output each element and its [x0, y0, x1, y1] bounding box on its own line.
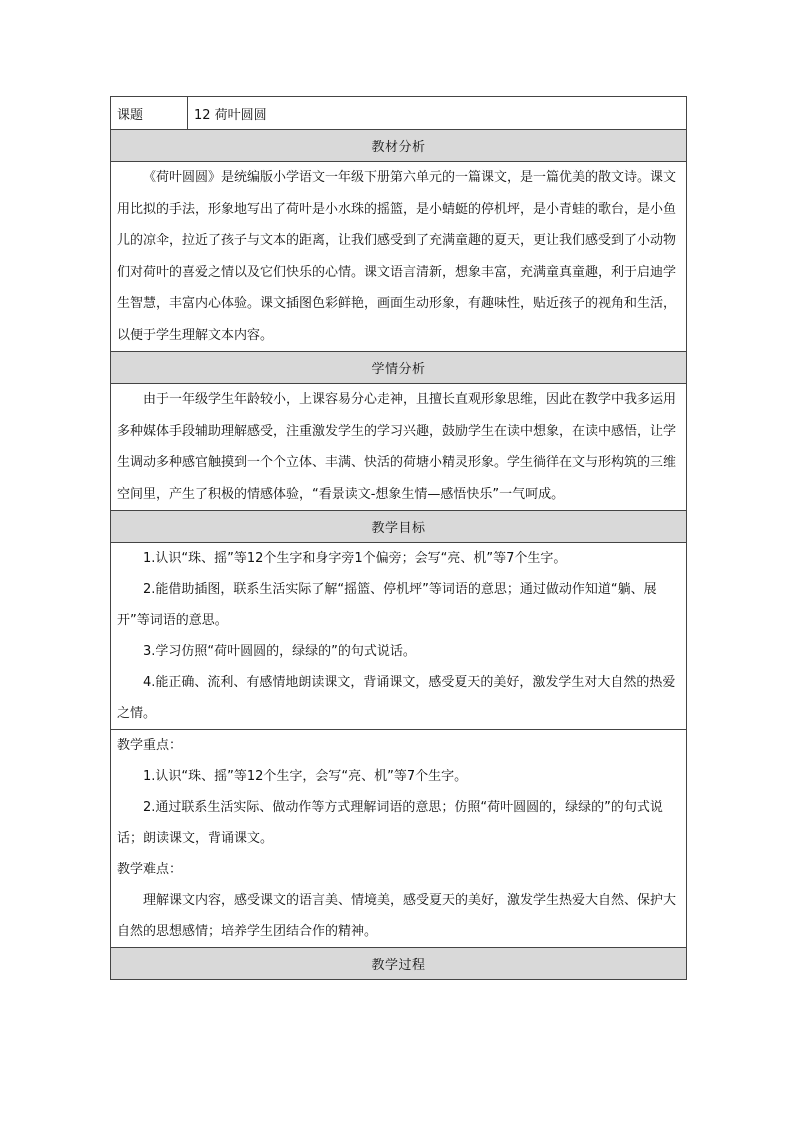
- student-analysis-row: [111, 384, 687, 511]
- student-analysis-header-row: [111, 352, 687, 384]
- student-analysis-body: 由于一年级学生年龄较小，上课容易分心走神，且擅长直观形象思维，因此在教学中我多运用多种媒体手段辅助理解感受，注重激发学生的学习兴趣，鼓励学生在读中想象，在读中感悟，让学生调动多种感官触摸到一个个立体、丰满、快活的荷塘小精灵形象。学生徜徉在文与形构筑的三维空间里，产生了积极的情感体验，“看景读文-想象生情—感悟快乐”一气呵成。: [111, 384, 687, 511]
- objectives-header-row: [111, 511, 687, 543]
- objective-item: 2.能借助插图，联系生活实际了解“摇篮、停机坪”等词语的意思；通过做动作知道“躺、展开”等词语的意思。: [117, 582, 657, 628]
- lesson-label: 课题: [111, 97, 188, 130]
- lesson-plan-table: [110, 96, 687, 980]
- textbook-analysis-body: 《荷叶圆圆》是统编版小学语文一年级下册第六单元的一篇课文，是一篇优美的散文诗。课文用比拟的手法，形象地写出了荷叶是小水珠的摇篮，是小蜻蜓的停机坪，是小青蛙的歌台，是小鱼儿的凉伞，拉近了孩子与文本的距离，让我们感受到了充满童趣的夏天，更让我们感受到了小动物们对荷叶的喜爱之情以及它们快乐的心情。课文语言清新，想象丰富，充满童真童趣，利于启迪学生智慧，丰富内心体验。课文插图色彩鲜艳，画面生动形象，有趣味性，贴近孩子的视角和生活，以便于学生理解文本内容。: [111, 162, 687, 352]
- student-analysis-heading: 学情分析: [111, 352, 687, 384]
- objectives-list: [111, 543, 687, 730]
- key-points-label: 教学重点：: [117, 738, 183, 753]
- textbook-analysis-heading: 教材分析: [111, 130, 687, 162]
- key-points-row: [111, 730, 687, 948]
- difficulties-body: 理解课文内容，感受课文的语言美、情境美，感受夏天的美好，激发学生热爱大自然、保护大自然的思想感情；培养学生团结合作的精神。: [117, 893, 677, 939]
- objectives-row: [111, 543, 687, 730]
- process-heading: 教学过程: [111, 948, 687, 980]
- objectives-heading: 教学目标: [111, 511, 687, 543]
- objective-item: 3.学习仿照“荷叶圆圆的，绿绿的”的句式说话。: [143, 644, 416, 659]
- textbook-analysis-row: [111, 162, 687, 352]
- process-header-row: [111, 948, 687, 980]
- lesson-title-row: [111, 97, 687, 130]
- key-points-cell: [111, 730, 687, 948]
- key-point-item: 2.通过联系生活实际、做动作等方式理解词语的意思；仿照“荷叶圆圆的，绿绿的”的句式说话；朗读课文，背诵课文。: [117, 800, 663, 846]
- difficulties-label: 教学难点：: [117, 862, 183, 877]
- objective-item: 4.能正确、流利、有感情地朗读课文，背诵课文，感受夏天的美好，激发学生对大自然的热爱之情。: [117, 675, 676, 721]
- lesson-title: 12 荷叶圆圆: [188, 97, 687, 130]
- objective-item: 1.认识“珠、摇”等12个生字和身字旁1个偏旁；会写“亮、机”等7个生字。: [143, 551, 567, 566]
- key-point-item: 1.认识“珠、摇”等12个生字，会写“亮、机”等7个生字。: [143, 769, 468, 784]
- textbook-analysis-header-row: [111, 130, 687, 162]
